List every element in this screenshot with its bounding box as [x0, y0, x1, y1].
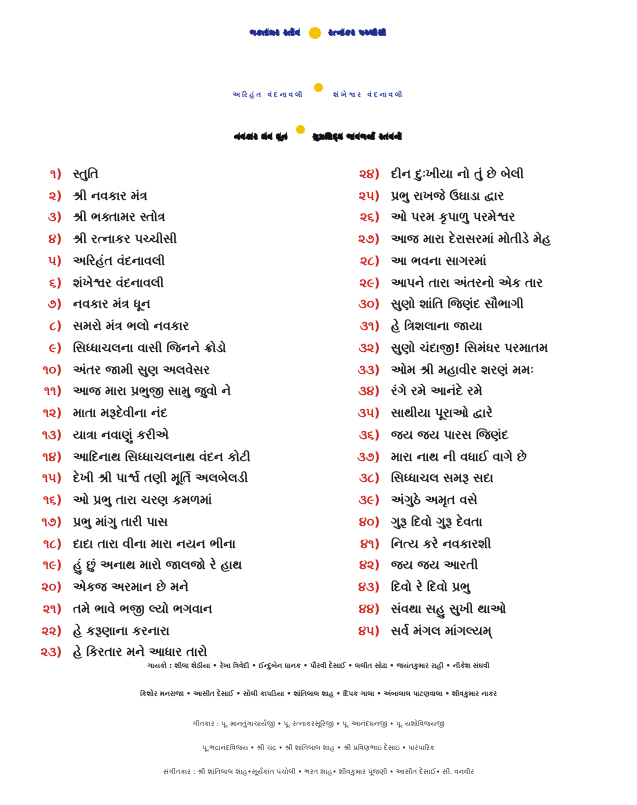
song-title: આજ મારા પ્રભુજી સામુ જુવો ને	[73, 383, 231, 399]
song-list-left	[0, 163, 320, 663]
song-title: અંતર જામી સુણ અલવેસર	[73, 361, 210, 377]
song-item	[318, 402, 637, 424]
song-title: શ્રી નવકાર મંત્ર	[73, 187, 148, 203]
song-title: હે કિરતાર મને આધાર તારો	[73, 644, 208, 660]
song-number: ૨૯)	[359, 274, 380, 290]
song-item	[318, 315, 637, 337]
song-title: દેખી શ્રી પાર્શ્વ તણી મૂર્તિ અલબેલડી	[73, 470, 248, 486]
song-number: ૮)	[49, 318, 62, 334]
song-number: ૩૩)	[357, 361, 380, 377]
song-number: ૩૨)	[358, 339, 380, 355]
title-arihant: અરિહંત વંદનાવલી	[232, 90, 305, 99]
song-title: અરિહંત વંદનાવલી	[73, 252, 165, 268]
song-item	[0, 207, 320, 229]
song-number: ૩)	[47, 209, 62, 225]
song-number: ૩૫)	[357, 405, 380, 421]
song-title: સાથીયા પૂરાઓ દ્વારે	[391, 405, 493, 421]
song-title: ગુરૂ દિવો ગુરૂ દેવતા	[391, 513, 483, 529]
song-number: ૨૧)	[42, 600, 62, 616]
song-number: ૨૦)	[41, 579, 62, 595]
song-title: મારા નાથ ની વધાઈ વાગે છે	[391, 448, 527, 464]
song-item	[318, 576, 637, 598]
song-item	[0, 424, 320, 446]
song-number: ૨૩)	[40, 644, 62, 660]
song-title: સુણો શાંતિ જિણંદ સૌભાગી	[391, 296, 524, 312]
song-number: ૩૦)	[358, 296, 380, 312]
song-item	[318, 163, 637, 185]
song-title: સમરો મંત્ર ભલો નવકાર	[73, 318, 190, 334]
song-title: દિવો રે દિવો પ્રભુ	[391, 579, 471, 595]
song-item	[0, 555, 320, 577]
song-item	[318, 228, 637, 250]
song-item	[318, 598, 637, 620]
song-number: ૧૬)	[43, 492, 62, 508]
composers-line: સંગીતકાર : શ્રી શાંતિલાલ શાહ•સૂર્યકાંત પંચોલી • ભરત શાહ• શીવકુમાર પૂંજણી • આસીત દેસાઈ• સી. વનવીર	[163, 768, 474, 776]
song-item	[0, 337, 320, 359]
song-item	[0, 185, 320, 207]
song-number: ૨૭)	[358, 231, 380, 247]
song-number: ૬)	[49, 274, 62, 290]
song-item	[318, 489, 637, 511]
song-item	[0, 489, 320, 511]
song-title: જય જય આરતી	[391, 557, 479, 573]
song-number: ૩૯)	[358, 492, 380, 508]
song-item	[318, 250, 637, 272]
song-number: ૨૮)	[360, 252, 380, 268]
song-item	[0, 598, 320, 620]
song-number: ૨૪)	[359, 165, 380, 181]
song-number: ૪૧)	[360, 535, 380, 551]
song-title: રંગે રમે આનંદે રમે	[391, 383, 483, 399]
song-title: ઓમ શ્રી મહાવીર શરણં મમઃ	[391, 361, 534, 377]
song-item	[0, 359, 320, 381]
song-title: તમે ભાવે ભજી લ્યો ભગવાન	[73, 600, 213, 616]
song-item	[0, 228, 320, 250]
song-title: નિત્ય કરે નવકારશી	[391, 535, 492, 551]
title-navkar-dhun: નવકાર મંત્ર ધૂન	[234, 132, 288, 141]
song-title: માતા મરૂદેવીના નંદ	[73, 405, 168, 421]
song-title: એકજ અરમાન છે મને	[73, 579, 189, 595]
song-number: ૪૦)	[359, 513, 380, 529]
song-number: ૧૨)	[42, 405, 62, 421]
lyricists-line-2: પૂ.ભદ્રાનંદવિજય • શ્રી ચંદ્ર • શ્રી શાંતિલાલ શાહ • શ્રી પ્રવિણભાઇ દેસાઇ • પારંપારિક	[202, 744, 435, 752]
song-title: હું છું અનાથ મારો જાલજો રે હાથ	[73, 557, 243, 573]
song-title: આજ મારા દેરાસરમાં મોતીડે મેહ	[391, 231, 551, 247]
song-number: ૪૪)	[358, 600, 380, 616]
song-item	[318, 468, 637, 490]
song-item	[318, 446, 637, 468]
song-item	[0, 381, 320, 403]
song-item	[318, 185, 637, 207]
song-item	[0, 511, 320, 533]
song-number: ૧૫)	[41, 470, 62, 486]
title-ratnakar: રત્નાકર પચ્ચીસી	[328, 28, 387, 37]
song-item	[318, 207, 637, 229]
song-title: યાત્રા નવાણું કરીએ	[73, 426, 169, 442]
song-number: ૯)	[48, 339, 62, 355]
title-line-2	[0, 76, 637, 114]
song-number: ૩૧)	[359, 318, 380, 334]
song-title: પ્રભુ માંગુ તારી પાસ	[73, 513, 168, 529]
song-item	[318, 359, 637, 381]
title-line-3	[0, 120, 637, 154]
song-item	[0, 533, 320, 555]
song-item	[318, 511, 637, 533]
song-item	[0, 402, 320, 424]
song-title: સ્તુતિ	[73, 165, 99, 181]
song-title: નવકાર મંત્ર ધૂન	[73, 296, 151, 312]
bullet-dot-icon	[314, 83, 323, 92]
title-line-1	[0, 6, 637, 60]
song-item	[0, 642, 320, 664]
song-title: આદિનાથ સિધ્ધાચલનાથ વંદન કોટી	[73, 448, 251, 464]
song-title: અંગુઠે અમૃત વસે	[391, 492, 478, 508]
song-number: ૩૭)	[357, 448, 380, 464]
song-title: ઓ પ્રભુ તારા ચરણ કમળમાં	[73, 492, 212, 508]
song-title: ઓ પરમ કૃપાળુ પરમેશ્વર	[391, 209, 516, 225]
title-shankheshwar: શંખેશ્વર વંદનાવલી	[333, 90, 405, 99]
song-title: સિધ્ધાચલના વાસી જિનને ક્રોડો	[73, 339, 227, 355]
song-number: ૪૨)	[359, 557, 380, 573]
title-bhaktamar: ભક્તામર સ્તોત્ર	[250, 28, 301, 37]
song-item	[0, 163, 320, 185]
singers-line-1: ગાયકો : શીલા શેઠીયા • રેખા ત્રિવેદી • ઈન્દુબેન ધાનક • પૌરવી દેસાઈ • લલીત સોઢા • જયંતકુમાર રાહી • નીકેશ સંઘવી	[147, 662, 490, 670]
song-number: ૪૫)	[358, 622, 380, 638]
song-item	[318, 337, 637, 359]
song-number: ૧૯)	[42, 557, 62, 573]
bullet-dot-icon	[296, 125, 305, 134]
song-item	[0, 294, 320, 316]
song-title: હે ત્રિશલાના જાયા	[391, 318, 483, 334]
song-item	[0, 576, 320, 598]
song-number: ૧૩)	[41, 426, 62, 442]
song-item	[318, 294, 637, 316]
song-title: દાદા તારા વીના મારા નયન ભીના	[73, 535, 236, 551]
song-list-right	[318, 163, 637, 642]
song-number: ૧)	[50, 165, 62, 181]
song-title: શ્રી રત્નાકર પચ્ચીસી	[73, 231, 177, 247]
song-title: સંવથા સહુ સુખી થાઓ	[391, 600, 507, 616]
lyricists-line-1: ગીતકાર : પૂ. માનતુંગાચાર્યજી • પૂ. રત્નાકરસૂરિજી • પૂ. આનંદઘનજી • પૂ. યશોવિજયજી	[192, 720, 445, 728]
song-number: ૨૬)	[359, 209, 380, 225]
song-number: ૨૨)	[41, 622, 62, 638]
song-number: ૪)	[48, 231, 62, 247]
song-number: ૩૮)	[359, 470, 380, 486]
song-number: ૧૪)	[42, 448, 62, 464]
song-title: સિધ્ધાચલ સમરૂ સદા	[391, 470, 494, 486]
song-title: શ્રી ભક્તામર સ્તોત્ર	[73, 209, 166, 225]
song-number: ૫)	[48, 252, 62, 268]
song-title: આપને તારા અંતરનો એક તાર	[391, 274, 543, 290]
bullet-dot-icon	[309, 27, 321, 39]
song-number: ૨)	[48, 187, 62, 203]
song-item	[318, 424, 637, 446]
song-title: હે કરૂણાના કરનારા	[73, 622, 170, 638]
song-number: ૩૪)	[358, 383, 380, 399]
song-item	[318, 555, 637, 577]
singers-line-2: કિશોર મનરાજા • આસીત દેસાઈ • સોલી કાપડિયા • શાંતિલાલ શાહ • દિપક ગાલા • અંબાલાલ પાટણવાલા • શીવકુમાર નાકર	[140, 690, 497, 698]
song-title: પ્રભુ રાખજે ઉઘાડા દ્વાર	[391, 187, 505, 203]
song-number: ૧૦)	[42, 361, 62, 377]
song-number: ૧૧)	[44, 383, 62, 399]
song-number: ૩૬)	[358, 426, 380, 442]
song-number: ૭)	[47, 296, 62, 312]
song-item	[0, 250, 320, 272]
song-title: શંખેશ્વર વંદનાવલી	[73, 274, 164, 290]
song-title: સુણો ચંદાજી! સિમંધર પરમાતમ	[391, 339, 549, 355]
song-item	[0, 315, 320, 337]
song-number: ૧૮)	[43, 535, 62, 551]
song-number: ૨૫)	[358, 187, 380, 203]
song-number: ૧૭)	[41, 513, 62, 529]
song-item	[0, 620, 320, 642]
title-stavano: સુપ્રસિદ્ધ ભાવભર્યા સ્તવનો	[312, 132, 403, 141]
song-title: દીન દુઃખીયા નો તું છે બેલી	[391, 165, 524, 181]
song-item	[318, 620, 637, 642]
song-number: ૪૩)	[358, 579, 380, 595]
song-item	[0, 468, 320, 490]
song-item	[318, 272, 637, 294]
song-title: જય જય પારસ જિણંદ	[391, 426, 509, 442]
song-item	[0, 272, 320, 294]
song-item	[318, 381, 637, 403]
song-item	[318, 533, 637, 555]
song-title: આ ભવના સાગરમાં	[391, 252, 487, 268]
song-title: સર્વ મંગલ માંગલ્યમ્	[391, 622, 492, 638]
song-item	[0, 446, 320, 468]
